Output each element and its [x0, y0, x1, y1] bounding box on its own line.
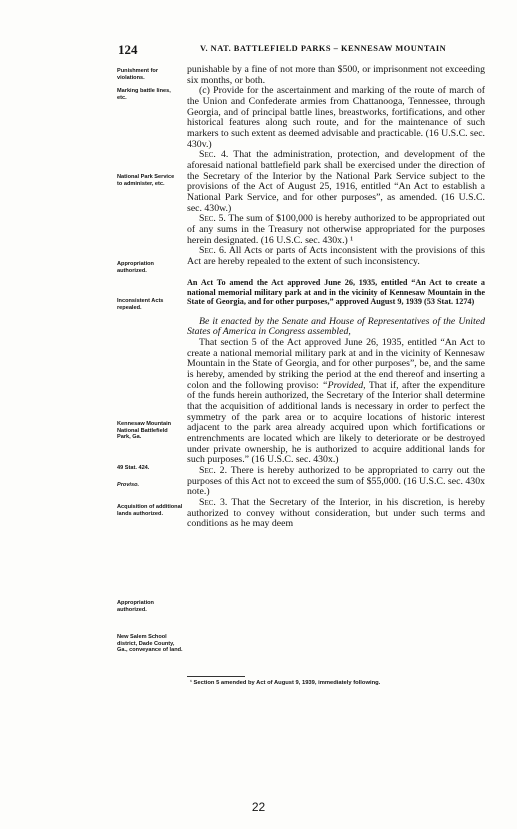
- page-header: [118, 42, 488, 58]
- margin-note-appropriation-2: Appropriation authorized.: [117, 600, 154, 613]
- section-heading: Sec. 5.: [199, 213, 226, 225]
- footnote-rule: [187, 676, 245, 677]
- section-heading: Sec. 4.: [199, 149, 229, 161]
- section-5-text: The sum of $100,000 is hereby authorized to be appropriated out of any sums in the Treasury not otherwise appropriated for the purposes herein designated. (16 U.S.C. sec. 430x.) ¹: [187, 213, 485, 246]
- margin-note-stat: 49 Stat. 424.: [117, 465, 150, 471]
- section-4-text: That the administration, protection, and development of the aforesaid national battlefield park shall be exercised under the direction of the Secretary of the Interior by the National Park Service subject to the provisions of the Act of August 25, 1916, entitled “An Act to establish a National Park Service, and for other purposes”, as amended. (16 U.S.C. sec. 430w.): [187, 149, 486, 214]
- act-title: An Act To amend the Act approved June 26, 1935, entitled “An Act to create a national memorial military park at and in the vicinity of Kennesaw Mountain in the State of Georgia, and for other purposes,” approved August 9, 1939 (53 Stat. 1274): [187, 278, 485, 306]
- margin-note-appropriation: Appropriation authorized.: [117, 261, 154, 274]
- section-5: [187, 214, 485, 246]
- main-text: [187, 65, 485, 530]
- section-2-text: There is hereby authorized to be appropriated to carry out the purposes of this Act not to exceed the sum of $55,000. (16 U.S.C. sec. 430x note.): [187, 464, 486, 498]
- running-title: V. NAT. BATTLEFIELD PARKS – KENNESAW MOUNTAIN: [200, 44, 447, 53]
- section-6-text: All Acts or parts of Acts inconsistent with the provisions of this Act are hereby repealed to the extent of such inconsistency.: [187, 245, 485, 267]
- margin-note-proviso: Proviso.: [117, 482, 140, 488]
- section-2: [187, 466, 485, 498]
- enacting-clause: Be it enacted by the Senate and House of Representatives of the United States of America in Congress assembled,: [187, 315, 485, 338]
- margin-note-inconsistent: Inconsistent Acts repealed.: [117, 298, 164, 311]
- margin-note-marking: Marking battle lines, etc.: [117, 88, 171, 101]
- margin-note-new-salem: New Salem School district, Dade County, Ga., conveyance of land.: [117, 634, 183, 654]
- margin-note-kennesaw: Kennesaw Mountain National Battlefield Park, Ga.: [117, 421, 172, 441]
- amendment-text: [187, 338, 485, 466]
- amendment-continuation: That if, after the expenditure of the funds herein authorized, the Secretary of the Interior shall determine that the acquisition of additional lands is necessary in order to perfect the symmetry of the park area or to acquire locations of historic interest adjacent to the park area already acquired upon which fortifications or entrenchments are located which are likely to deteriorate or be destroyed under private ownership, he is authorized to acquire additional lands for such purposes.” (16 U.S.C. sec. 430x.): [187, 379, 485, 466]
- footnote: ¹ Section 5 amended by Act of August 9, 1939, immediately following.: [190, 680, 381, 686]
- section-heading: Sec. 2.: [199, 464, 228, 476]
- section-3: [187, 498, 485, 530]
- margin-note-acquisition: Acquisition of additional lands authorized.: [117, 504, 183, 517]
- amendment-body: That section 5 of the Act approved June 26, 1935, entitled “An Act to create a national memorial military park at and in the vicinity of Kennesaw Mountain in the State of Georgia, and for other purposes”, be, and the same is hereby, amended by striking the period at the end thereof and inserting a colon and the following proviso:: [187, 337, 485, 391]
- bottom-page-number: 22: [251, 800, 266, 814]
- section-3-text: That the Secretary of the Interior, in his discretion, is hereby authorized to convey without consideration, but under such terms and conditions as he may deem: [187, 496, 485, 530]
- margin-note-service: National Park Service to administer, etc.: [117, 174, 175, 187]
- paragraph-marking: (c) Provide for the ascertainment and marking of the route of march of the Union and Confederate armies from Chattanooga, Tennessee, through Georgia, and of principal battle lines, breastworks, fortifications, and other historical features along such route, and for the maintenance of such markers to such extent as deemed advisable and practicable. (16 U.S.C. sec. 430v.): [187, 85, 485, 150]
- section-heading: Sec. 3.: [199, 496, 228, 508]
- section-heading: Sec. 6.: [199, 245, 227, 257]
- margin-note-punishment: Punishment for violations.: [117, 68, 159, 81]
- section-6: [187, 246, 485, 267]
- provided-word: “Provided,: [322, 379, 366, 391]
- page-number: 124: [118, 42, 138, 57]
- section-4: [187, 150, 485, 214]
- paragraph-punishment: punishable by a fine of not more than $500, or imprisonment not exceeding six months, or both.: [187, 64, 485, 86]
